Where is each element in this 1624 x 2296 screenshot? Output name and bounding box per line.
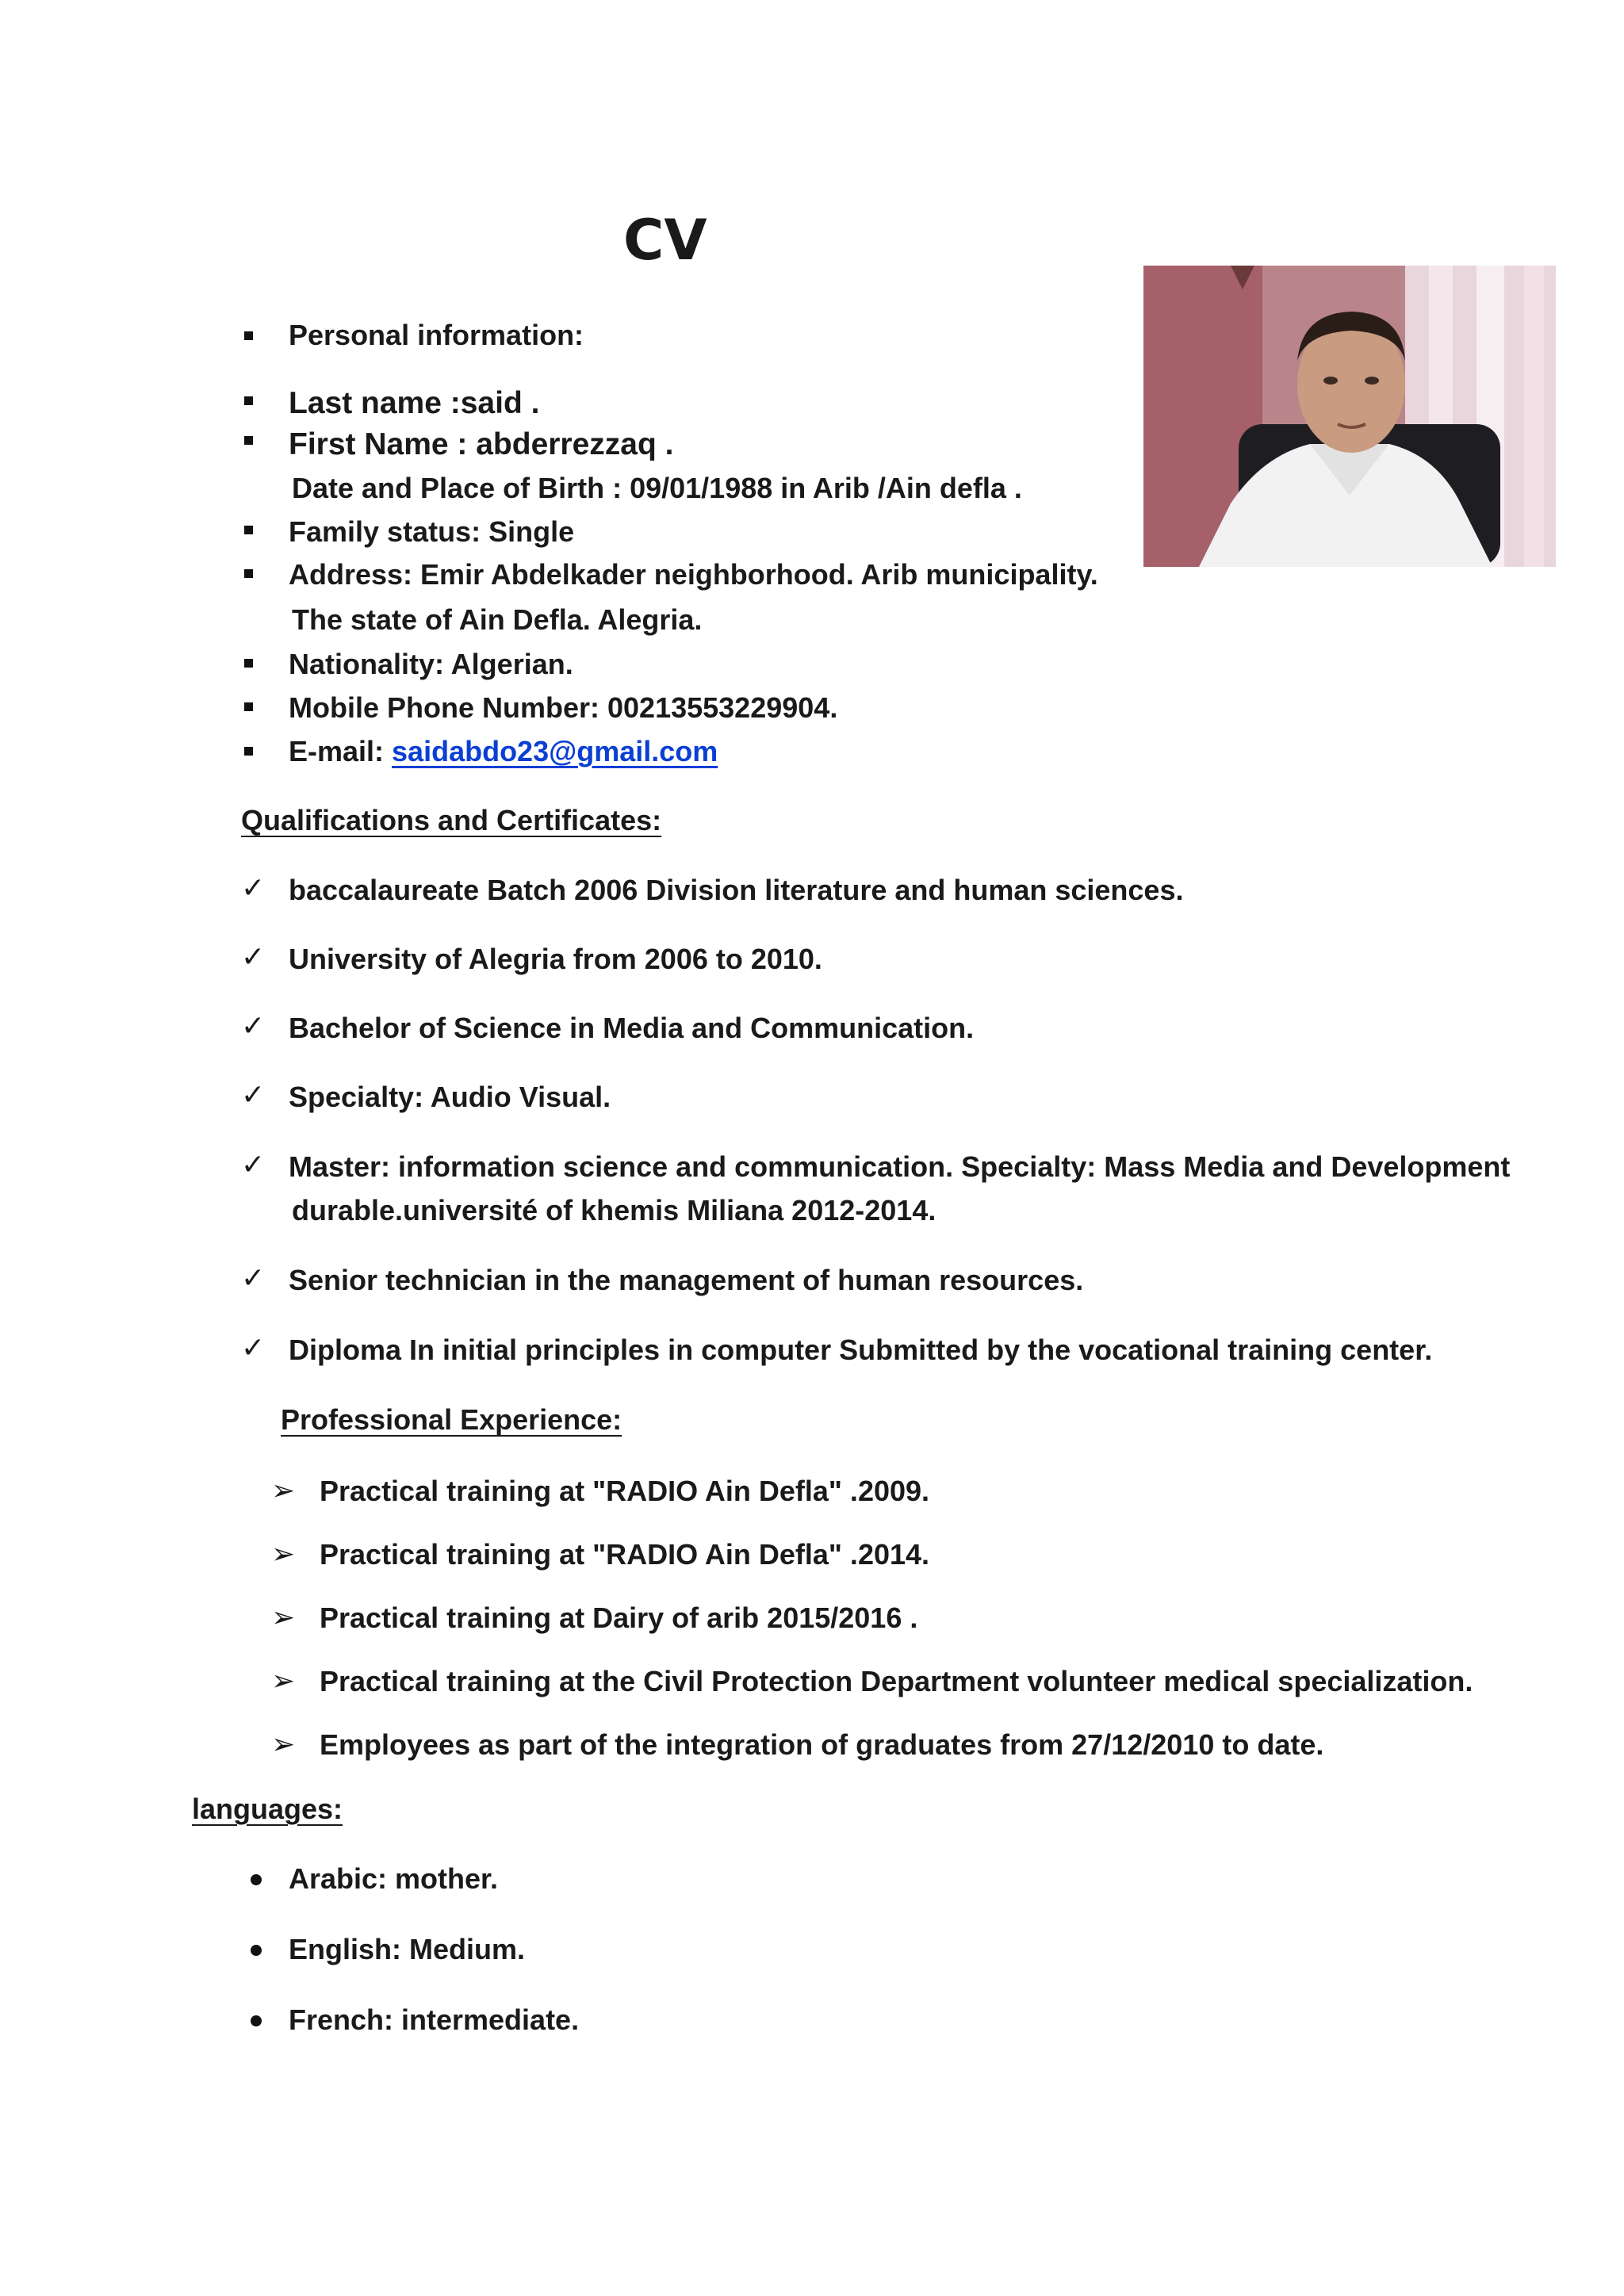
experience-item: Practical training at "RADIO Ain Defla" .2009. [320,1475,930,1507]
round-bullet-icon [251,1874,262,1885]
qualification-item: Diploma In initial principles in computer Submitted by the vocational training center. [289,1334,1433,1366]
qualification-item: Senior technician in the management of human resources. [289,1264,1084,1296]
qualification-item: baccalaureate Batch 2006 Division literature and human sciences. [289,874,1184,906]
address-line-1: Address: Emir Abdelkader neighborhood. Arib municipality. [289,558,1098,591]
check-icon: ✓ [241,872,266,905]
check-icon: ✓ [241,1010,266,1043]
qualifications-heading: Qualifications and Certificates: [241,804,662,836]
square-bullet-icon [244,396,253,405]
experience-item: Practical training at the Civil Protection Department volunteer medical specialization. [320,1665,1473,1697]
languages-heading: languages: [192,1793,343,1825]
square-bullet-icon [244,526,253,534]
square-bullet-icon [244,702,253,711]
email-link[interactable]: saidabdo23@gmail.com [392,735,718,767]
qualification-item: Specialty: Audio Visual. [289,1081,611,1113]
family-status: Family status: Single [289,515,575,548]
square-bullet-icon [244,436,253,445]
check-icon: ✓ [241,1332,266,1364]
arrow-bullet-icon: ➢ [271,1475,296,1507]
round-bullet-icon [251,2015,262,2026]
language-item: English: Medium. [289,1933,526,1965]
experience-item: Practical training at Dairy of arib 2015/2016 . [320,1601,918,1634]
birth-info: Date and Place of Birth : 09/01/1988 in Arib /Ain defla . [292,472,1022,504]
check-icon: ✓ [241,1149,266,1181]
square-bullet-icon [244,747,253,756]
qualification-item: University of Alegria from 2006 to 2010. [289,943,822,975]
square-bullet-icon [244,331,253,340]
arrow-bullet-icon: ➢ [271,1538,296,1571]
check-icon: ✓ [241,941,266,974]
check-icon: ✓ [241,1262,266,1295]
language-item: Arabic: mother. [289,1862,499,1895]
profile-photo [1143,266,1556,567]
address-line-2: The state of Ain Defla. Alegria. [292,603,703,636]
square-bullet-icon [244,569,253,578]
experience-heading: Professional Experience: [281,1403,622,1436]
language-item: French: intermediate. [289,2003,580,2036]
personal-info-heading: Personal information: [289,319,584,351]
page-title: CV [623,208,707,273]
arrow-bullet-icon: ➢ [271,1665,296,1697]
square-bullet-icon [244,659,253,668]
arrow-bullet-icon: ➢ [271,1728,296,1761]
email-label: E-mail: [289,735,393,767]
round-bullet-icon [251,1945,262,1956]
phone-number: Mobile Phone Number: 00213553229904. [289,691,838,724]
check-icon: ✓ [241,1079,266,1112]
arrow-bullet-icon: ➢ [271,1601,296,1634]
first-name: First Name : abderrezzaq . [289,427,674,461]
experience-item: Employees as part of the integration of graduates from 27/12/2010 to date. [320,1728,1324,1761]
qualification-item: Bachelor of Science in Media and Communication. [289,1012,975,1044]
email-line [289,734,718,769]
qualification-item-continued: durable.université of khemis Miliana 2012-2014. [292,1194,936,1226]
last-name: Last name :said . [289,386,540,420]
nationality: Nationality: Algerian. [289,648,573,680]
qualification-item: Master: information science and communication. Specialty: Mass Media and Development [289,1150,1511,1183]
experience-item: Practical training at "RADIO Ain Defla" .2014. [320,1538,930,1571]
